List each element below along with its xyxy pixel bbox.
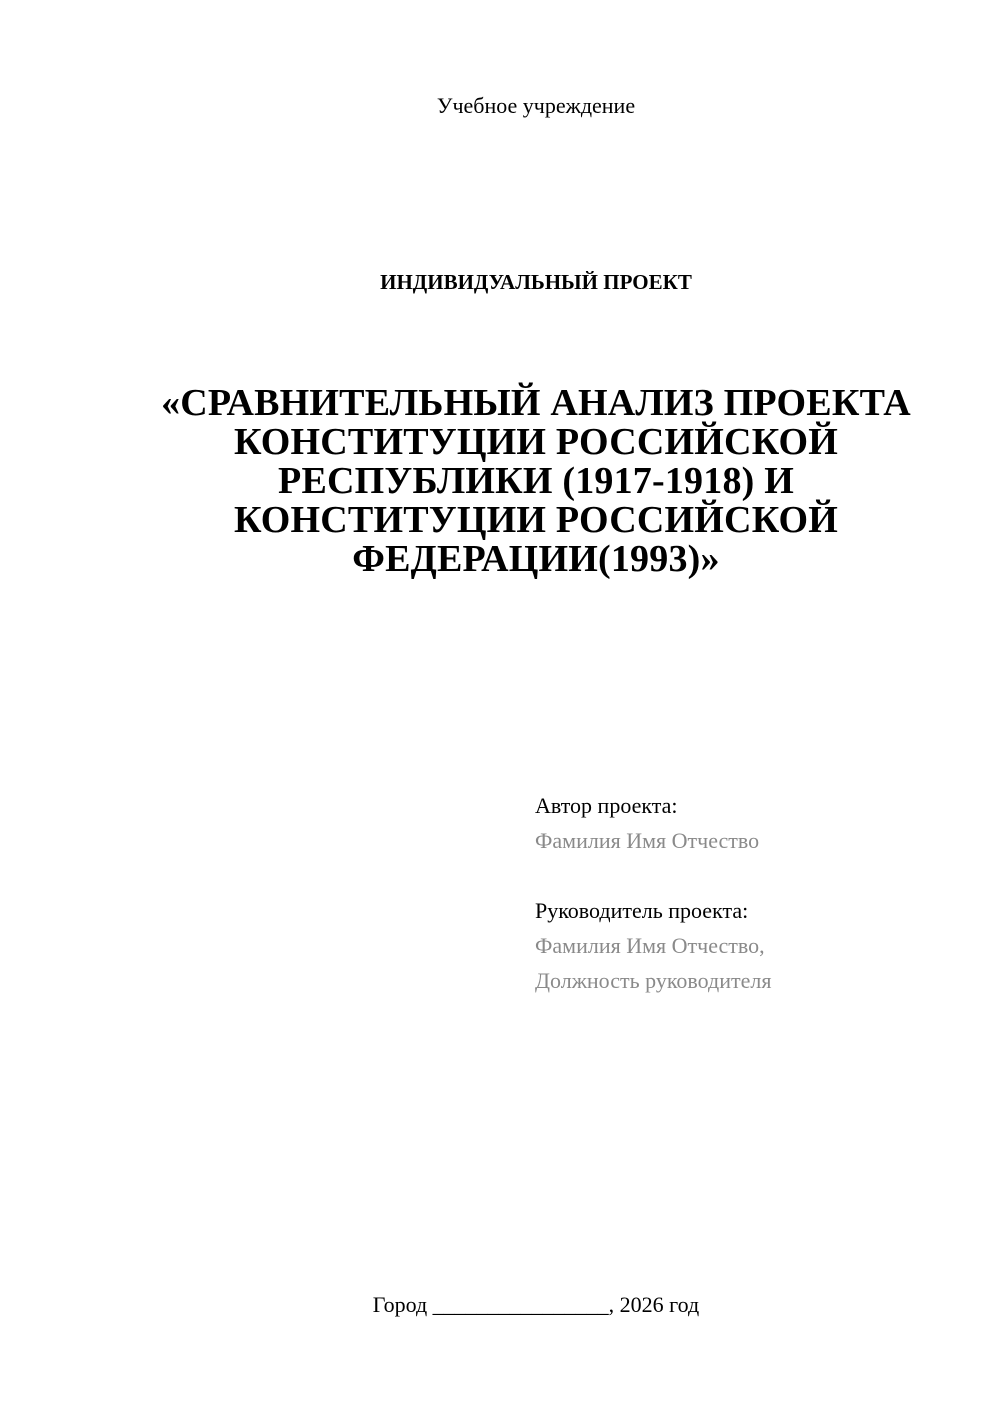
title-line: ФЕДЕРАЦИИ(1993)» <box>352 538 720 580</box>
project-info <box>535 788 975 998</box>
author-name-placeholder: Фамилия Имя Отчество <box>535 828 760 853</box>
title-line: РЕСПУБЛИКИ (1917-1918) И <box>278 460 794 502</box>
supervisor-name-placeholder: Фамилия Имя Отчество, <box>535 933 765 958</box>
institution-name: Учебное учреждение <box>436 93 636 118</box>
project-title <box>150 384 922 579</box>
title-line: КОНСТИТУЦИИ РОССИЙСКОЙ <box>233 499 839 541</box>
city-year-line: Город ________________, 2026 год <box>372 1292 700 1317</box>
document-type: ИНДИВИДУАЛЬНЫЙ ПРОЕКТ <box>380 270 692 294</box>
supervisor-label: Руководитель проекта: <box>535 898 749 923</box>
spacer <box>535 858 975 893</box>
author-label: Автор проекта: <box>535 793 678 818</box>
supervisor-position-placeholder: Должность руководителя <box>535 968 772 993</box>
title-line: «СРАВНИТЕЛЬНЫЙ АНАЛИЗ ПРОЕКТА <box>161 382 911 424</box>
title-line: КОНСТИТУЦИИ РОССИЙСКОЙ <box>233 421 839 463</box>
